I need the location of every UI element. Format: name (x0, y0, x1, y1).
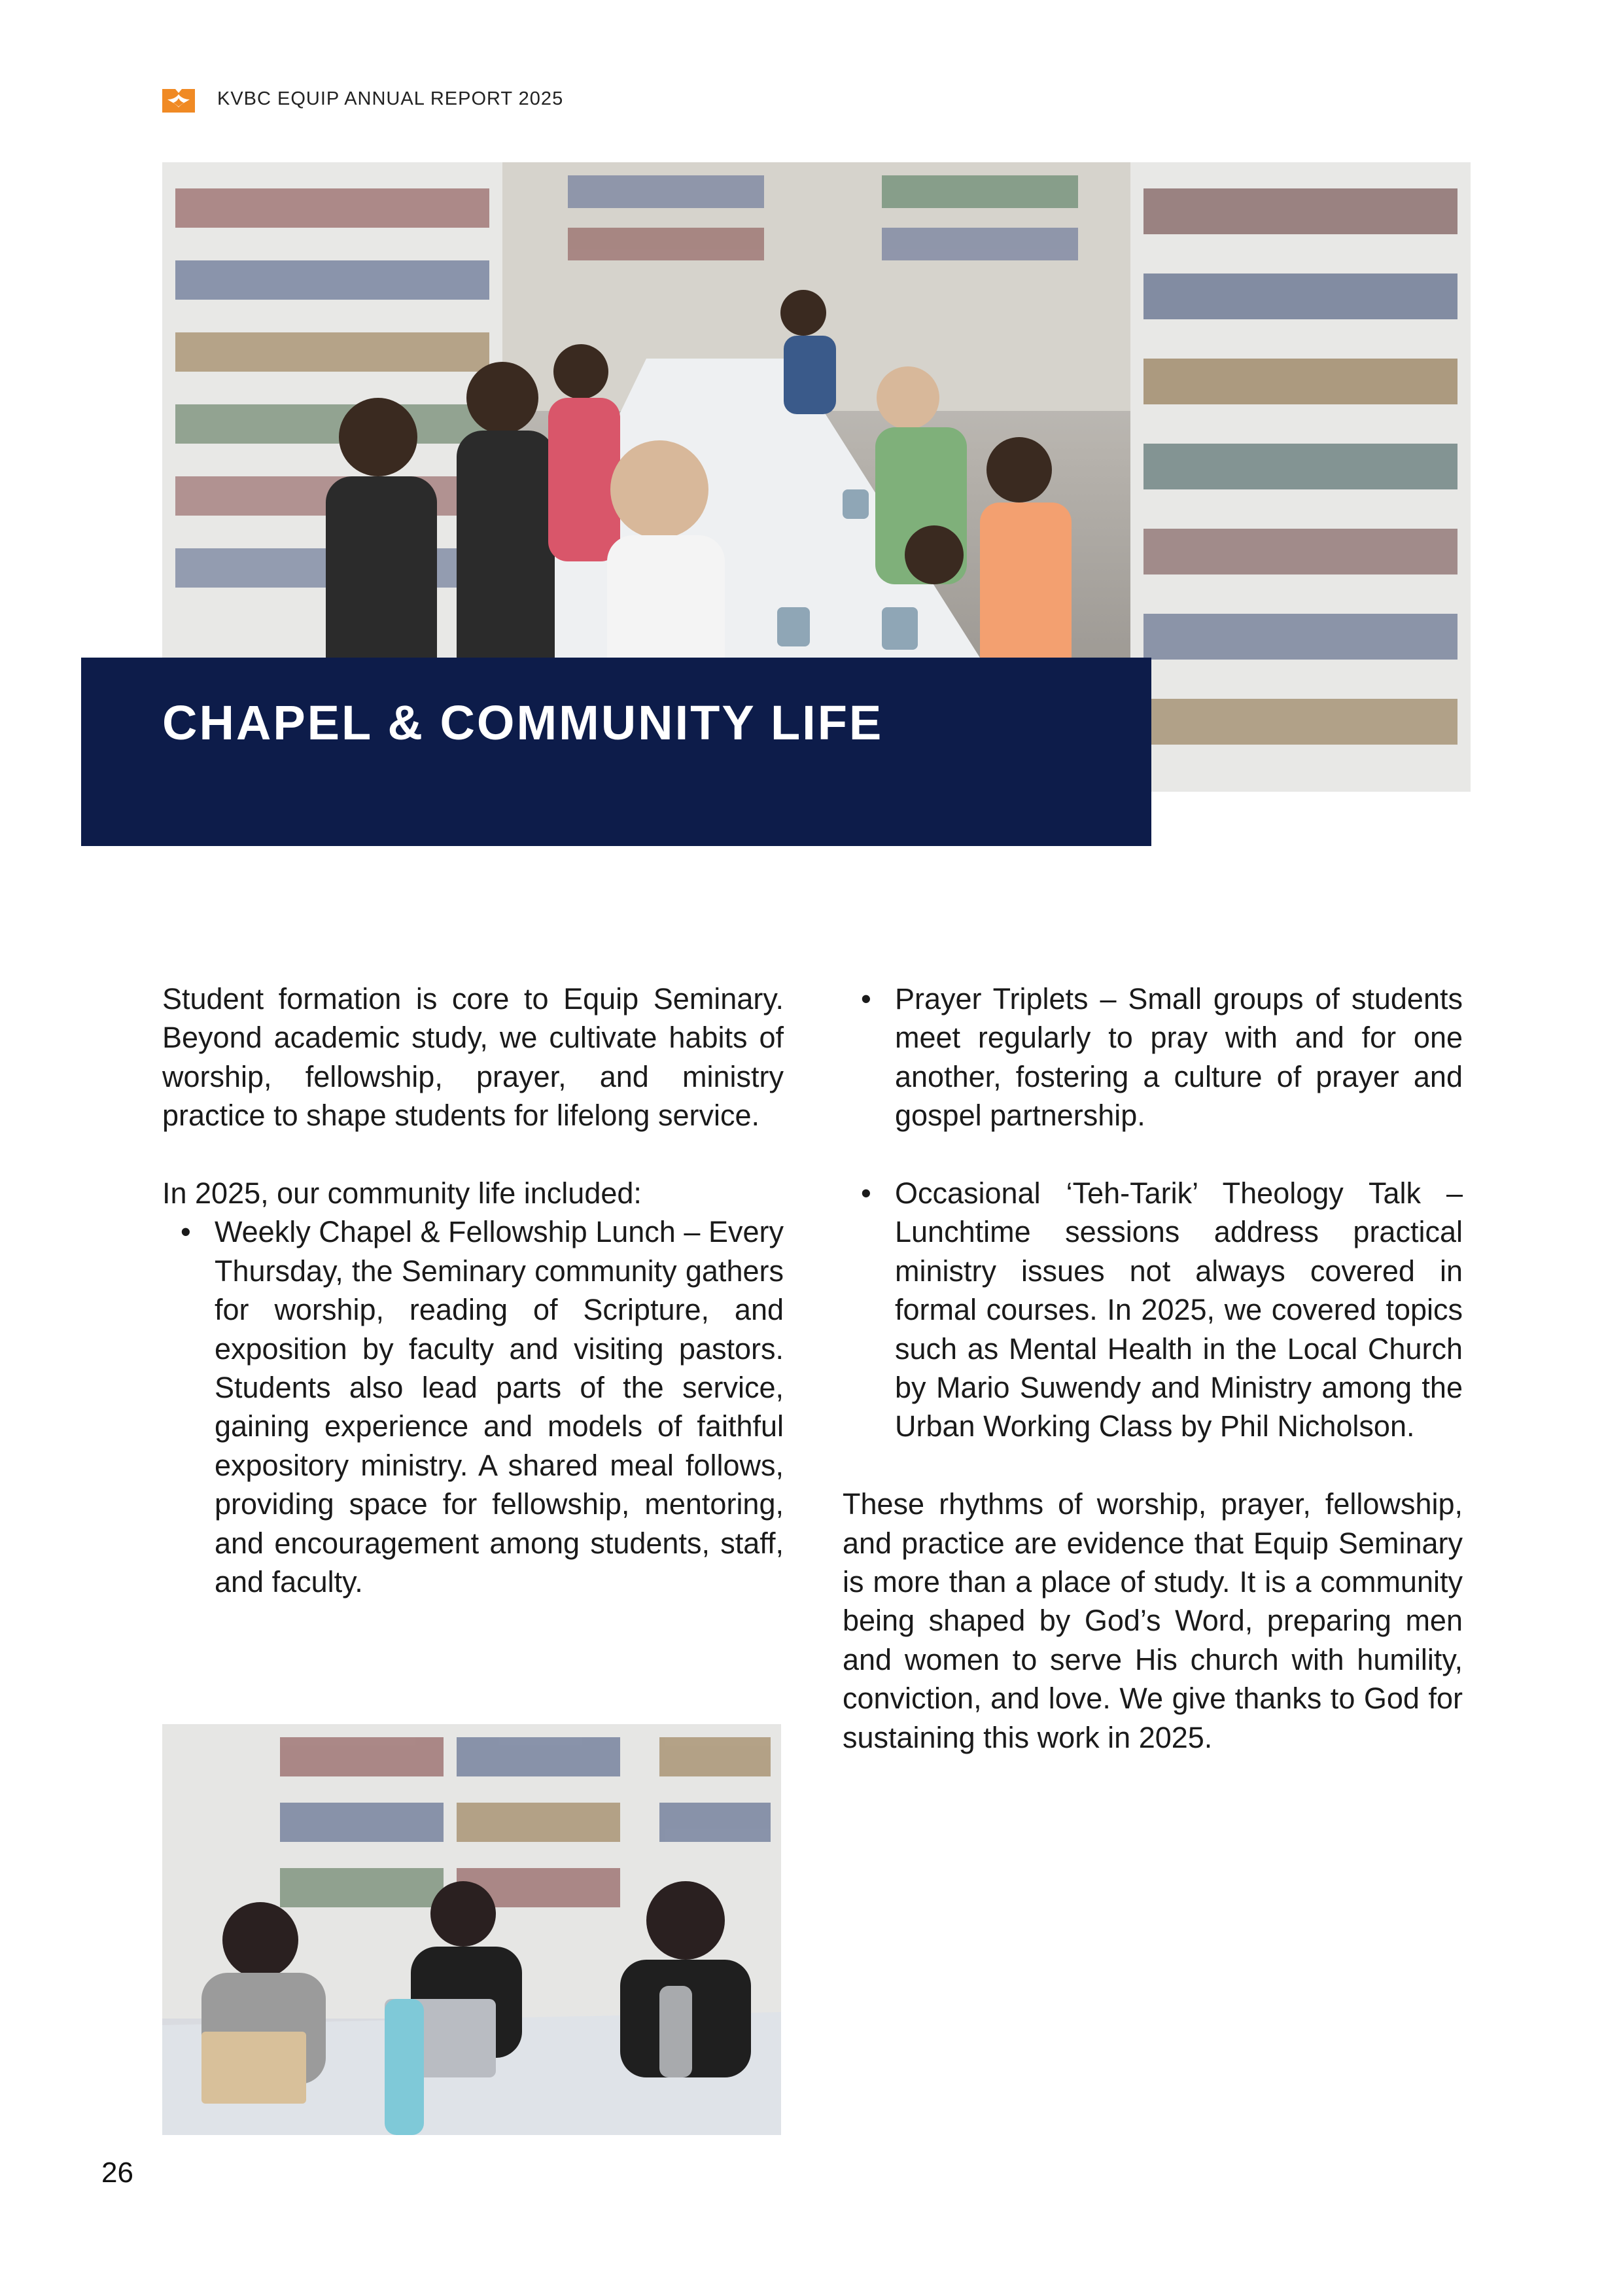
book-flame-icon (162, 85, 195, 113)
section-title: CHAPEL & COMMUNITY LIFE (162, 696, 884, 750)
community-life-list-continued-2 (843, 1174, 1463, 1446)
small-photo-students (162, 1724, 781, 2135)
closing-paragraph: These rhythms of worship, prayer, fellowship, and practice are evidence that Equip Seminary is more than a place of study. It is a community being shaped by God’s Word, preparing men and women to serve His church with humility, conviction, and love. We give thanks to God for sustaining this work in 2025. (843, 1487, 1463, 1754)
community-life-list-continued (843, 980, 1463, 1135)
right-column (843, 980, 1463, 1757)
report-title: KVBC EQUIP ANNUAL REPORT 2025 (217, 88, 564, 109)
page-number: 26 (101, 2157, 133, 2189)
intro-paragraph: Student formation is core to Equip Seminary. Beyond academic study, we cultivate habits of worship, fellowship, prayer, and ministry practice to shape students for lifelong service. (162, 982, 784, 1133)
list-item: • Occasional ‘Teh-Tarik’ Theology Talk – Lunchtime sessions address practical ministry issues not always covered in formal courses. In 2025, we covered topics such as Mental Health in the Local Church by Mario Suwendy and Ministry among the Urban Working Class by Phil Nicholson. (895, 1174, 1463, 1446)
page-header (162, 82, 563, 115)
left-column (162, 980, 784, 1601)
section-title-band (81, 658, 1151, 846)
lead-in-text: In 2025, our community life included: (162, 1176, 642, 1210)
community-life-list (162, 1212, 784, 1601)
list-item: • Prayer Triplets – Small groups of students meet regularly to pray with and for one another, fostering a culture of prayer and gospel partnership. (895, 980, 1463, 1135)
list-item: • Weekly Chapel & Fellowship Lunch – Every Thursday, the Seminary community gathers for worship, reading of Scripture, and exposition by faculty and visiting pastors. Students also lead parts of the service, gaining experience and models of faithful expository ministry. A shared meal follows, providing space for fellowship, mentoring, and encouragement among students, staff, and faculty. (215, 1212, 784, 1601)
